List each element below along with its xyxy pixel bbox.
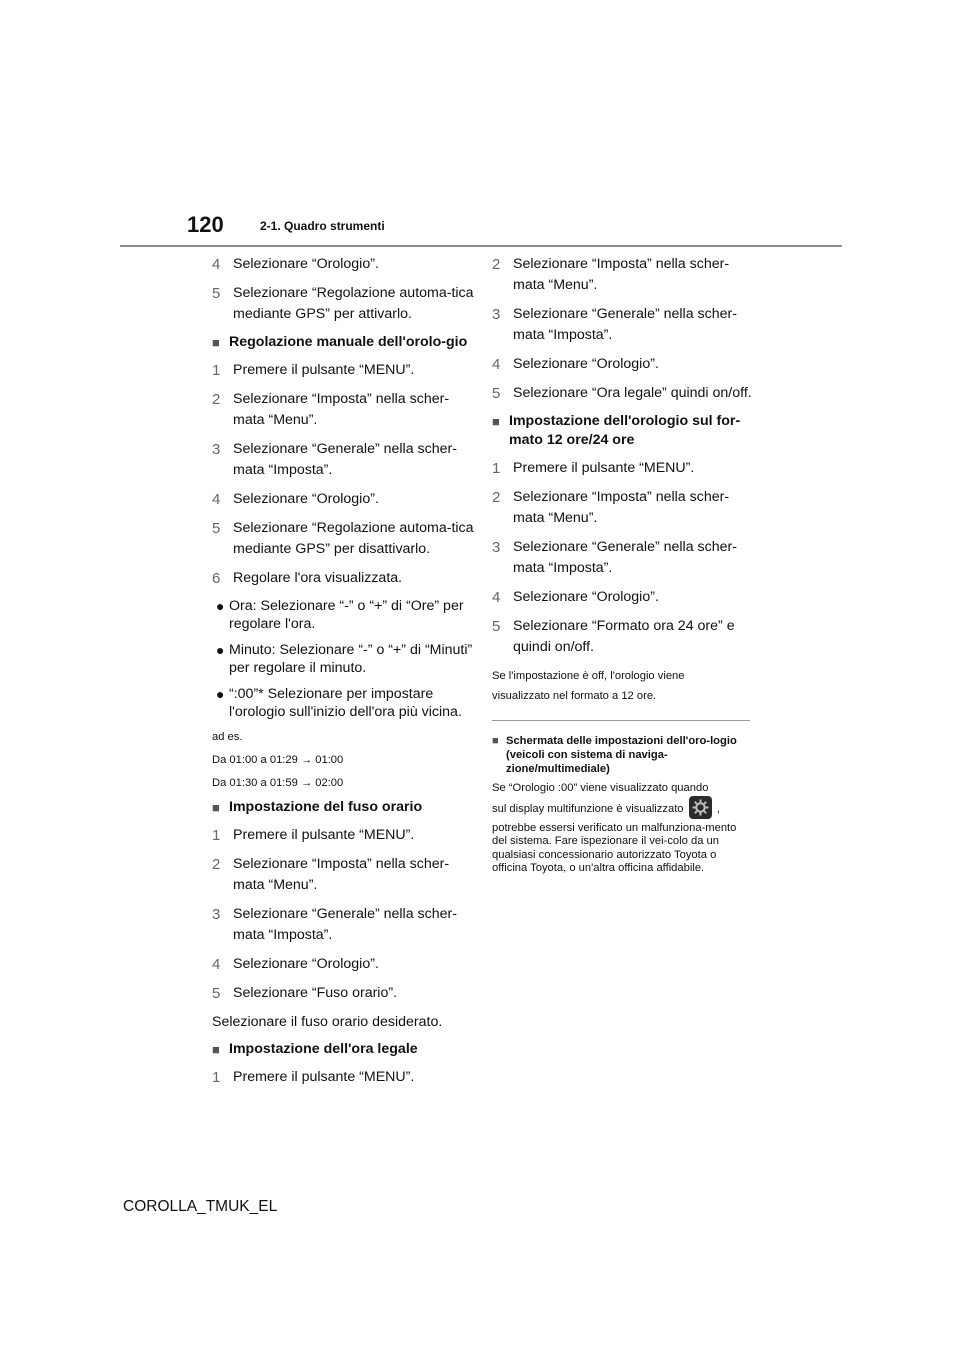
step-number: 2 [212,856,221,873]
square-bullet-icon: ■ [212,335,220,350]
step-item [492,304,754,346]
step-number: 2 [492,489,501,506]
square-bullet-icon: ■ [212,1042,220,1057]
step-number: 6 [212,570,221,587]
note-heading: ■ Schermata delle impostazioni dell'oro-logio (veicoli con sistema di naviga-zione/multimediale) [492,735,737,775]
step-text: Selezionare “Formato ora 24 ore” e quindi on/off. [513,618,735,655]
timezone-text: Selezionare il fuso orario desiderato. [212,1014,443,1030]
step-item [212,360,474,381]
step-item [212,825,474,846]
step-text: Selezionare “Orologio”. [513,356,659,372]
step-text: Selezionare “Generale” nella scher-mata “Imposta”. [233,906,457,943]
bullet-dot-icon: ● [216,642,225,658]
step-text: Selezionare “Fuso orario”. [233,985,398,1001]
step-item [212,254,474,275]
step-item [212,568,474,589]
step-item [212,1067,474,1088]
step-number: 4 [212,256,221,273]
step-number: 1 [212,1069,221,1086]
step-number: 4 [212,956,221,973]
step-item [492,254,754,296]
example-line: Da 01:30 a 01:59 → 02:00 [212,777,344,789]
step-item [212,904,474,946]
step-text: Selezionare “Regolazione automa-tica mediante GPS” per disattivarlo. [233,520,474,557]
step-item [212,489,474,510]
master-warning-icon [689,796,712,819]
step-text: Selezionare “Generale” nella scher-mata “Imposta”. [233,441,457,478]
step-number: 3 [492,306,501,323]
left-column [212,254,474,1096]
step-item [492,354,754,375]
step-number: 5 [212,285,221,302]
step-text: Selezionare “Ora legale” quindi on/off. [513,385,752,401]
step-item [212,439,474,481]
page-number: 120 [187,212,224,237]
note-body: Se “Orologio :00” viene visualizzato quando sul display multifunzione è visualizzato , potrebbe essersi verificato un malfunziona-mento del sistema. Fare ispezionare il vei-colo da un qualsiasi concessionario autorizzato Toyota o officina Toyota, o un'altra officina affidabile. [492,782,737,874]
heading-12-24: ■ Impostazione dell'orologio sul for-mato 12 ore/24 ore [492,413,741,448]
step-item [492,487,754,529]
square-bullet-icon: ■ [212,800,220,815]
heading-manual-clock: ■ Regolazione manuale dell'orolo-gio [212,334,468,350]
step-text: Regolare l'ora visualizzata. [233,570,403,586]
step-text: Selezionare “Generale” nella scher-mata “Imposta”. [513,306,737,343]
step-number: 5 [212,520,221,537]
square-bullet-icon: ■ [492,414,500,429]
step-text: Premere il pulsante “MENU”. [513,460,695,476]
step-number: 3 [492,539,501,556]
step-text: Selezionare “Orologio”. [233,956,379,972]
step-item [492,458,754,479]
step-number: 1 [212,827,221,844]
step-item [212,954,474,975]
bullet-text: “:00”* Selezionare per impostare l'orologio sull'inizio dell'ora più vicina. [229,686,462,720]
step-item [492,616,754,658]
step-text: Selezionare “Regolazione automa-tica mediante GPS” per attivarlo. [233,285,474,322]
header-divider [120,245,842,247]
bullet-dot-icon: ● [216,598,225,614]
step-text: Premere il pulsante “MENU”. [233,362,415,378]
step-number: 3 [212,906,221,923]
step-text: Selezionare “Imposta” nella scher-mata “Menu”. [513,489,730,526]
step-number: 4 [492,589,501,606]
bullet-text: Ora: Selezionare “-” o “+” di “Ore” per regolare l'ora. [229,598,464,632]
section-title: 2-1. Quadro strumenti [260,219,385,233]
bullet-item [212,685,474,721]
step-number: 5 [492,385,501,402]
step-item [212,518,474,560]
bullet-text: Minuto: Selezionare “-” o “+” di “Minuti” per regolare il minuto. [229,642,473,676]
footer-code: COROLLA_TMUK_EL [123,1198,278,1215]
step-item [212,283,474,325]
step-number: 3 [212,441,221,458]
step-text: Selezionare “Orologio”. [233,256,379,272]
heading-timezone: ■ Impostazione del fuso orario [212,799,423,815]
bullet-item [212,641,474,677]
step-number: 4 [212,491,221,508]
step-number: 2 [212,391,221,408]
step-item [212,389,474,431]
step-text: Premere il pulsante “MENU”. [233,1069,415,1085]
square-bullet-icon: ■ [492,735,499,747]
bullet-dot-icon: ● [216,686,225,702]
bullet-item [212,597,474,633]
step-text: Selezionare “Imposta” nella scher-mata “Menu”. [233,391,450,428]
note-divider [492,720,750,721]
step-text: Selezionare “Orologio”. [513,589,659,605]
heading-dst: ■ Impostazione dell'ora legale [212,1041,418,1057]
step-item [492,383,754,404]
step-number: 5 [212,985,221,1002]
step-number: 4 [492,356,501,373]
step-number: 1 [212,362,221,379]
step-text: Selezionare “Generale” nella scher-mata “Imposta”. [513,539,737,576]
step-text: Selezionare “Imposta” nella scher-mata “Menu”. [513,256,730,293]
step-item [492,537,754,579]
step-text: Selezionare “Orologio”. [233,491,379,507]
step-item [492,587,754,608]
step-text: Premere il pulsante “MENU”. [233,827,415,843]
step-text: Selezionare “Imposta” nella scher-mata “Menu”. [233,856,450,893]
format-note: Se l'impostazione è off, l'orologio viene visualizzato nel formato a 12 ore. [492,670,685,702]
example-line: ad es. [212,731,243,743]
step-item [212,983,474,1004]
step-number: 1 [492,460,501,477]
step-number: 5 [492,618,501,635]
step-item [212,854,474,896]
step-number: 2 [492,256,501,273]
right-column [492,254,754,876]
example-line: Da 01:00 a 01:29 → 01:00 [212,754,344,766]
